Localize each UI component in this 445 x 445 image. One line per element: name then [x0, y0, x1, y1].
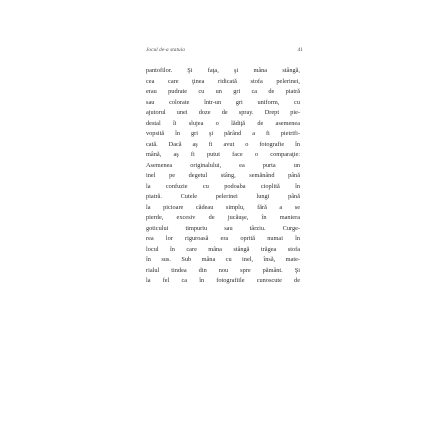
text-line: rea lor riguroasă era oprită numai în	[146, 235, 300, 242]
running-head: Jocul de-a statuia	[146, 47, 185, 53]
text-line: la picioare cădeau simplu, fără a se	[146, 203, 300, 211]
text-line: vopsită în gri şi părând a fi pietrifi-	[146, 130, 300, 137]
text-line: în sus. Sub mâna cu inel, însă, mate-	[146, 256, 300, 263]
text-line: la fel ca în fotografiile cunoscute de	[146, 277, 300, 284]
text-line: sau colorate într-un gri uniform, cu	[146, 98, 300, 106]
text-line: pierde, excesiv de jucăuşe, în maniera	[146, 214, 300, 221]
text-line: piatră. Cutele pelerinei lungi până	[146, 193, 300, 200]
text-line: cată. Dacă aş fi avut o fotografie în	[146, 140, 300, 148]
text-line: la confuzie cu podoaba cioplită în	[146, 182, 300, 190]
text-line: destal îi slujea o lădiţă de asemenea	[146, 119, 300, 127]
body-text	[146, 66, 300, 287]
page-number: 41	[297, 47, 303, 53]
text-line: goticului timpuriu sau târziu. Curge-	[146, 224, 300, 232]
text-line: inel pe degetul stâng, semănând până	[146, 172, 300, 179]
text-line: rialul tindea din nou spre pământ. Şi	[146, 266, 300, 274]
text-line: pantofilor. Şi faţa, şi mâna stângă,	[146, 67, 300, 74]
text-line: mână, aş fi putut face o comparaţie:	[146, 151, 300, 158]
text-line: Asemenea originalului, ea purta un	[146, 161, 300, 169]
text-line: locul în care mâna stângă trăgea stofa	[146, 245, 300, 253]
text-line: cea care ţinea ridicată stofa pelerinei,	[146, 77, 300, 85]
text-line: erau pudrate cu un gri ca de piatră	[146, 88, 300, 95]
text-line: ajutorul unei doze de spray. Drept pie-	[146, 109, 300, 116]
